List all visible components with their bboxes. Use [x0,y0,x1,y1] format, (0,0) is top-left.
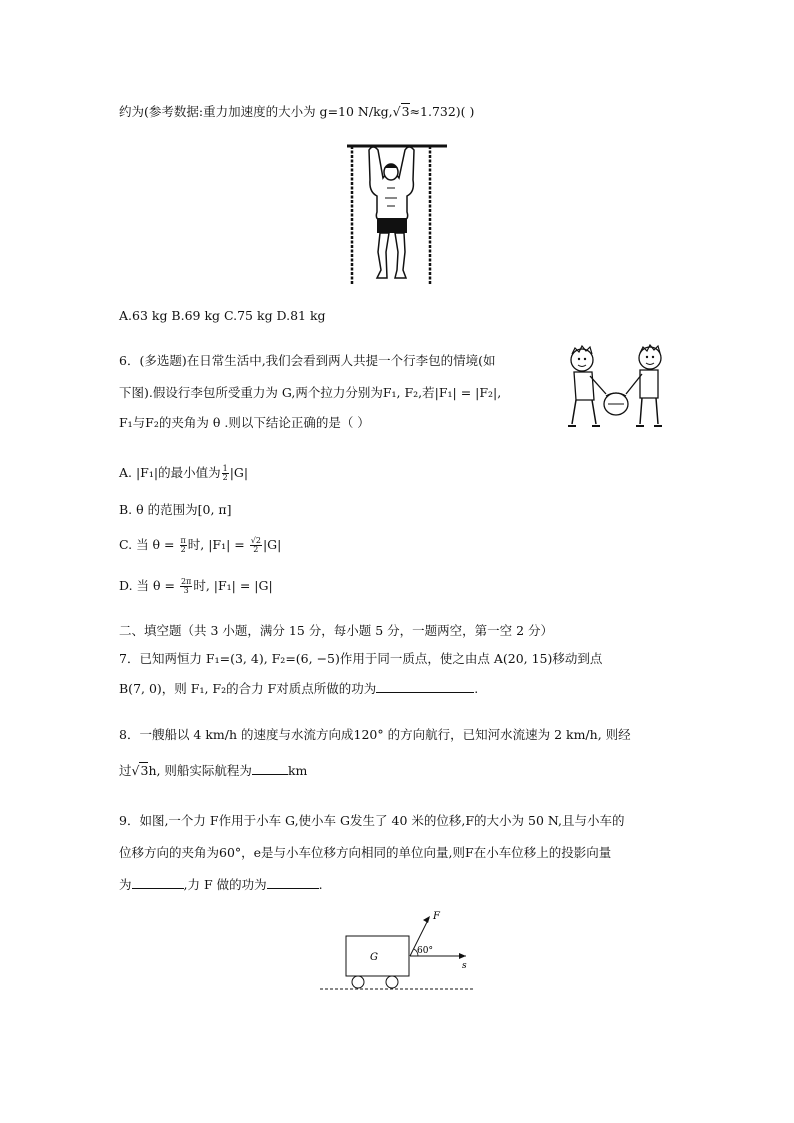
q7-stem-line2 [119,680,478,698]
two-people-carrying-bag-figure [562,344,672,436]
q7-answer-blank[interactable] [376,680,474,693]
sqrt-symbol: √ [131,763,140,778]
q7-end-punct: . [474,681,479,696]
q8-answer-blank[interactable] [252,762,288,775]
q6-option-d-text: D. 当 θ = [119,578,179,593]
fraction-denominator: 2 [222,473,228,482]
q9-projection-blank[interactable] [132,876,184,889]
q6-stem-line1: 6．(多选题)在日常生活中,我们会看到两人共提一个行李包的情境(如 [119,353,496,368]
q6-option-c-mid: 时, |F₁| = [187,537,249,552]
angle-label: 60° [417,946,433,956]
fraction-denominator: 2 [253,545,259,554]
q9-stem-line3-pre: 为 [119,877,132,892]
q8-stem-line2 [119,762,307,780]
q6-option-a-fraction [222,465,229,482]
displacement-label-s: s [462,961,467,971]
q6-option-c-text: C. 当 θ = [119,537,179,552]
q6-stem-line2: 下图).假设行李包所受重力为 G,两个拉力分别为F₁, F₂,若|F₁| = |F₂|, [119,385,502,400]
q9-stem-line2: 位移方向的夹角为60°，e是与小车位移方向相同的单位向量,则F在小车位移上的投影向量 [119,845,612,860]
fraction-numerator: 2π [180,577,192,586]
q9-work-blank[interactable] [267,876,319,889]
q8-stem-line2-mid: h, 则船实际航程为 [148,763,252,778]
q6-option-d-fraction [180,578,192,595]
q5-intro-before: 约为(参考数据:重力加速度的大小为 g=10 N/kg, [119,104,393,119]
q9-end-punct: . [318,877,323,892]
q6-option-c-suffix: |G| [262,537,282,552]
cart-force-figure [318,906,478,992]
section-heading-fill-in: 二、填空题（共 3 小题，满分 15 分，每小题 5 分，一题两空，第一空 2 分） [119,623,554,638]
cart-label-g: G [370,952,378,963]
q9-stem-line1: 9．如图,一个力 F作用于小车 G,使小车 G发生了 40 米的位移,F的大小为 50 N,且与小车的 [119,813,625,828]
pull-up-figure [343,140,451,286]
q9-stem-line3-mid: ,力 F 做的功为 [183,877,267,892]
q5-options: A.63 kg B.69 kg C.75 kg D.81 kg [119,308,326,323]
q6-option-a-suffix: |G| [229,465,249,480]
q7-stem-line1: 7．已知两恒力 F₁=(3, 4), F₂=(6, −5)作用于同一质点，使之由点 A(20, 15)移动到点 [119,651,603,666]
q6-option-c-fraction-value [250,537,262,554]
cart-wheel-right [386,976,398,988]
q8-unit: km [287,763,308,778]
q6-option-a [119,464,248,482]
q6-option-c [119,536,281,554]
q5-intro-after: ≈1.732)( ) [409,104,475,119]
displacement-arrowhead [459,953,466,959]
q6-option-d-suffix: 时, |F₁| = |G| [193,578,273,593]
force-label-f: F [433,911,440,922]
q6-option-d [119,577,273,595]
q6-option-a-text: A. |F₁|的最小值为 [119,465,221,480]
fraction-denominator: 3 [183,586,189,595]
force-arrowhead [423,916,430,923]
q8-sqrt3: 3 [140,763,149,778]
q8-stem-line1: 8．一艘船以 4 km/h 的速度与水流方向成120° 的方向航行，已知河水流速为 2 km/h, 则经 [119,727,631,742]
fraction-denominator: 2 [180,545,186,554]
sqrt-symbol: √ [392,104,401,119]
q5-sqrt3: 3 [401,104,410,119]
q6-option-c-fraction-angle [180,537,187,554]
q5-intro [119,103,474,121]
q7-stem-line2-text: B(7, 0)，则 F₁, F₂的合力 F对质点所做的功为 [119,681,377,696]
fraction-numerator: √2 [250,536,261,545]
q6-option-b: B. θ 的范围为[0, π] [119,502,232,517]
q9-stem-line3 [119,876,323,894]
fraction-numerator: π [180,536,186,545]
cart-wheel-left [352,976,364,988]
fraction-numerator: 1 [222,464,228,473]
q6-stem-line3: F₁与F₂的夹角为 θ .则以下结论正确的是（ ） [119,415,370,430]
q8-stem-line2-pre: 过 [119,763,132,778]
